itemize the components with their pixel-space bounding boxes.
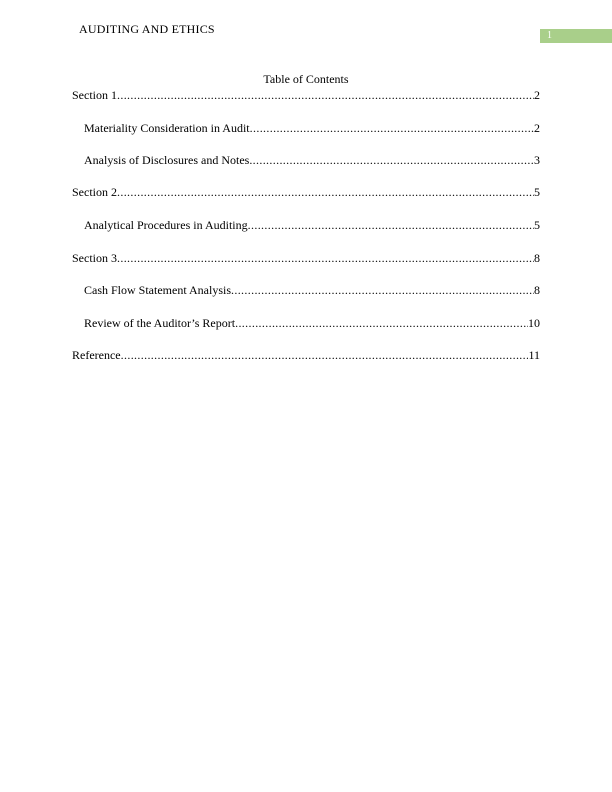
toc-entry-page: 2 — [534, 88, 540, 102]
toc-entry-auditors-report[interactable] — [84, 315, 540, 331]
toc-entry-label: Reference — [72, 348, 121, 362]
dot-leader — [117, 184, 534, 200]
toc-entry-page: 10 — [528, 316, 540, 330]
dot-leader — [121, 347, 529, 363]
dot-leader — [235, 315, 528, 331]
toc-entry-page: 5 — [534, 218, 540, 232]
toc-entry-section-1[interactable] — [72, 87, 540, 103]
toc-title: Table of Contents — [263, 72, 349, 86]
dot-leader — [117, 250, 534, 266]
page-number-badge: 1 — [540, 29, 612, 43]
toc-entry-page: 8 — [534, 283, 540, 297]
toc-entry-label: Section 1 — [72, 88, 117, 102]
toc-entry-materiality[interactable] — [84, 120, 540, 136]
toc-entry-page: 5 — [534, 185, 540, 199]
toc-entry-page: 3 — [534, 153, 540, 167]
dot-leader — [231, 282, 534, 298]
toc-entry-label: Section 2 — [72, 185, 117, 199]
toc-entry-page: 11 — [528, 348, 540, 362]
dot-leader — [250, 120, 534, 136]
toc-entry-section-3[interactable] — [72, 250, 540, 266]
toc-entry-label: Analysis of Disclosures and Notes — [84, 153, 250, 167]
toc-entry-label: Cash Flow Statement Analysis — [84, 283, 231, 297]
dot-leader — [117, 87, 534, 103]
toc-entry-label: Analytical Procedures in Auditing — [84, 218, 248, 232]
toc-entry-disclosures[interactable] — [84, 152, 540, 168]
toc-entry-label: Review of the Auditor’s Report — [84, 316, 236, 330]
toc-entry-analytical-procedures[interactable] — [84, 217, 540, 233]
dot-leader — [249, 152, 534, 168]
toc-entry-page: 8 — [534, 251, 540, 265]
toc-entry-label: Materiality Consideration in Audit — [84, 121, 250, 135]
dot-leader — [248, 217, 534, 233]
toc-entry-label: Section 3 — [72, 251, 117, 265]
toc-entry-page: 2 — [534, 121, 540, 135]
toc-entry-cash-flow[interactable] — [84, 282, 540, 298]
toc-entry-reference[interactable] — [72, 347, 540, 363]
running-head: AUDITING AND ETHICS — [79, 22, 215, 36]
toc-entry-section-2[interactable] — [72, 184, 540, 200]
